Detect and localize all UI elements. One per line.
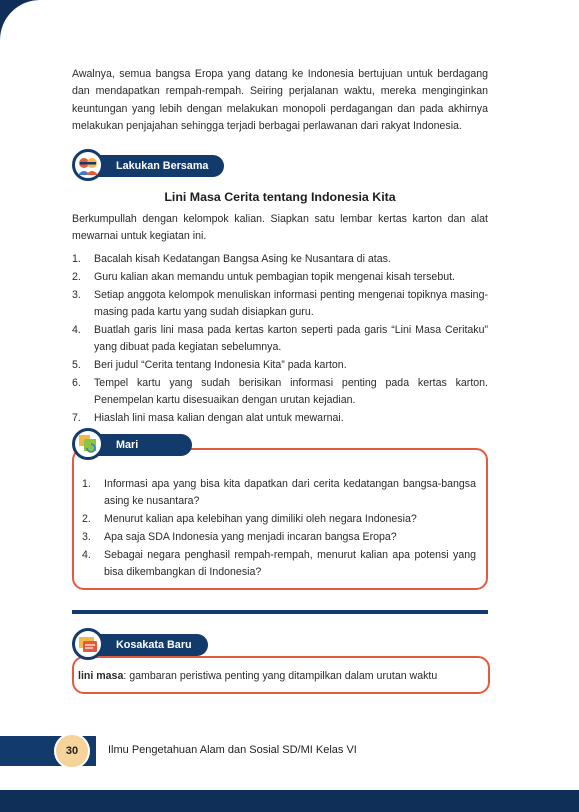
list-item: 4. Sebagai negara penghasil rempah-rempah, menurut kalian apa potensi yang bisa dikembangkan di Indonesia? <box>82 549 476 579</box>
reflection-questions <box>82 476 476 581</box>
activity-instruction: Berkumpullah dengan kelompok kalian. Siapkan satu lembar kertas karton dan alat mewarnai untuk kegiatan ini. <box>72 212 488 243</box>
activity-steps <box>72 251 488 427</box>
list-item: 4. Buatlah garis lini masa pada kertas karton seperti pada garis “Lini Masa Ceritaku” yang dibuat pada kegiatan sebelumnya. <box>72 324 488 354</box>
reflection-box <box>72 439 488 590</box>
list-item: 2. Guru kalian akan memandu untuk pembagian topik mengenai kisah tersebut. <box>72 271 455 284</box>
list-item: 3. Setiap anggota kelompok menuliskan informasi penting mengenai topiknya masing-masing pada kartu yang sudah disiapkan guru. <box>72 289 488 319</box>
list-item: 3. Apa saja SDA Indonesia yang menjadi incaran bangsa Eropa? <box>82 531 397 544</box>
badge-label: Lakukan Bersama <box>82 155 224 177</box>
group-people-icon <box>72 149 104 181</box>
list-item: 7. Hiaslah lini masa kalian dengan alat untuk mewarnai. <box>72 412 344 425</box>
vocabulary-definition: : gambaran peristiwa penting yang ditampilkan dalam urutan waktu <box>123 670 438 683</box>
activity-title: Lini Masa Cerita tentang Indonesia Kita <box>164 189 396 204</box>
page-number: 30 <box>54 733 90 769</box>
badge-label: Kosakata Baru <box>82 634 208 656</box>
list-item: 1. Bacalah kisah Kedatangan Bangsa Asing ke Nusantara di atas. <box>72 253 391 266</box>
badge-label: Mari Refleksikan <box>82 434 192 456</box>
section-divider <box>72 610 488 614</box>
lakukan-bersama-badge <box>72 151 488 181</box>
list-item: 5. Beri judul “Cerita tentang Indonesia Kita” pada karton. <box>72 359 347 372</box>
main-content <box>72 66 488 694</box>
vocabulary-term: lini masa <box>78 670 124 683</box>
list-item: 1. Informasi apa yang bisa kita dapatkan dari cerita kedatangan bangsa-bangsa asing ke nusantara? <box>82 478 476 508</box>
list-item: 6. Tempel kartu yang sudah berisikan informasi penting pada kertas karton. Penempelan kartu disesuaikan dengan urutan kejadian. <box>72 377 488 407</box>
vocabulary-box <box>72 656 490 694</box>
intro-paragraph: Awalnya, semua bangsa Eropa yang datang ke Indonesia bertujuan untuk berdagang dan mendapatkan rempah-rempah. Seiring perjalanan waktu, mereka menginginkan keuntungan yang lebih dengan melakukan monopoli perdagangan dan pada akhirnya melakukan penjajahan sehingga terjadi berbagai perlawanan dari rakyat Indonesia. <box>72 68 488 133</box>
list-item: 2. Menurut kalian apa kelebihan yang dimiliki oleh negara Indonesia? <box>82 513 417 526</box>
book-title: Ilmu Pengetahuan Alam dan Sosial SD/MI Kelas VI <box>108 744 357 756</box>
